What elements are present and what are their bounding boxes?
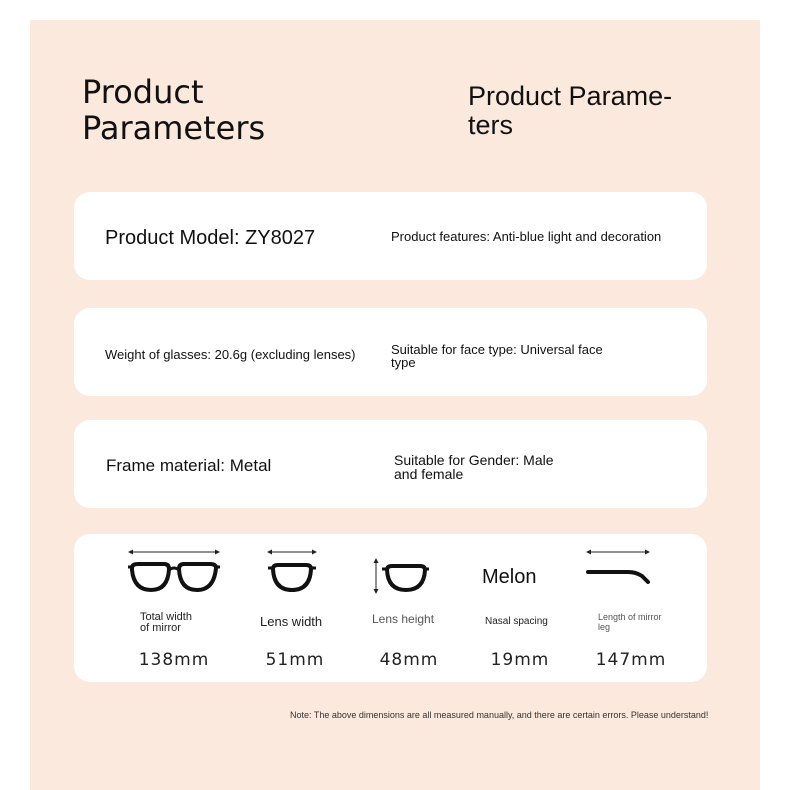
temple-length-value: 147mm	[595, 650, 667, 670]
face-type-line-1: Suitable for face type: Universal face	[391, 342, 603, 357]
title-line-1: Product	[82, 73, 204, 111]
title-line-2: Parameters	[82, 109, 266, 147]
product-model-text: Product Model: ZY8027	[105, 227, 316, 249]
weight-text: Weight of glasses: 20.6g (excluding lenses)	[105, 347, 356, 362]
temple-length-label	[598, 612, 662, 632]
face-type-text	[391, 343, 603, 369]
gender-text	[394, 453, 554, 481]
lens-height-value: 48mm	[379, 650, 439, 670]
total-width-label	[140, 612, 192, 634]
temple-length-label-line-2: leg	[598, 622, 611, 632]
face-type-line-2: type	[391, 355, 416, 370]
title-secondary-line-1: Product Parame-	[468, 81, 673, 111]
spec-card-model	[74, 192, 707, 280]
spec-card-material	[74, 420, 707, 508]
lens-width-label: Lens width	[260, 614, 323, 629]
temple-length-icon	[582, 546, 654, 588]
lens-height-icon	[370, 556, 430, 598]
glasses-total-width-icon	[126, 546, 222, 596]
spec-card-weight	[74, 308, 707, 396]
lens-height-label: Lens height	[372, 612, 435, 626]
total-width-label-line-1: Total width	[140, 611, 192, 623]
product-features-text: Product features: Anti-blue light and decoration	[391, 229, 662, 244]
temple-length-label-line-1: Length of mirror	[598, 612, 662, 622]
nasal-spacing-label: Nasal spacing	[485, 616, 548, 627]
page-title-secondary	[468, 82, 708, 140]
measurement-note: Note: The above dimensions are all measured manually, and there are certain errors. Please understand!	[290, 710, 709, 720]
lens-width-value: 51mm	[265, 650, 325, 670]
lens-width-icon	[264, 546, 320, 596]
gender-line-1: Suitable for Gender: Male	[394, 452, 554, 468]
frame-material-text: Frame material: Metal	[106, 456, 272, 475]
gender-line-2: and female	[394, 466, 464, 482]
page-title	[82, 74, 342, 146]
total-width-value: 138mm	[138, 650, 210, 670]
melon-text: Melon	[482, 566, 537, 588]
total-width-label-line-2: of mirror	[140, 622, 181, 634]
measurements-card	[74, 534, 707, 682]
nasal-spacing-value: 19mm	[490, 650, 550, 670]
title-secondary-line-2: ters	[468, 110, 514, 140]
